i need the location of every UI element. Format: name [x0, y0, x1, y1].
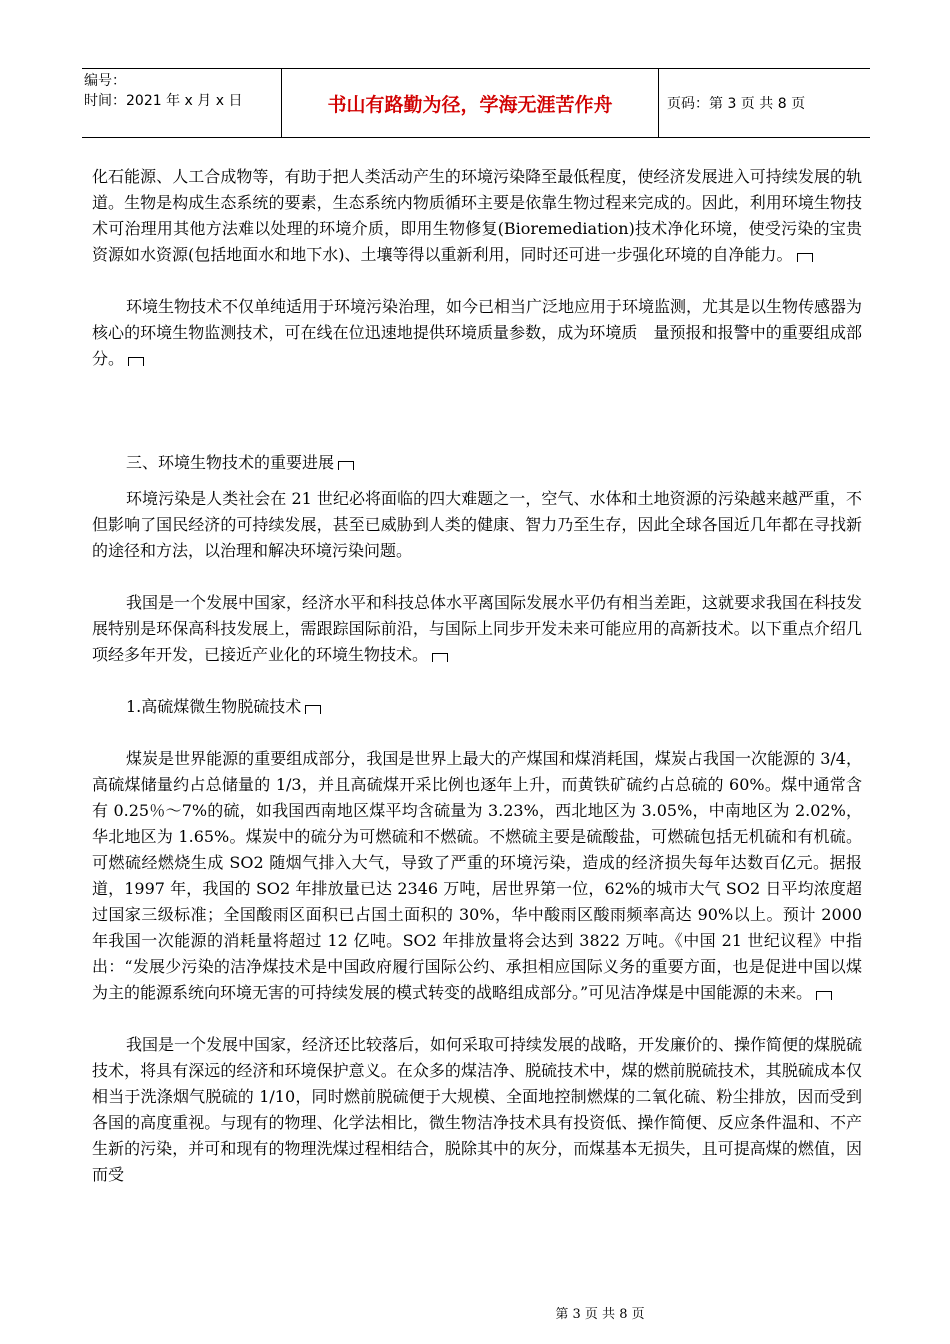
paragraph-mark-icon [305, 705, 321, 714]
header-meta [82, 69, 282, 137]
paragraph: 环境生物技术不仅单纯适用于环境污染治理，如今已相当广泛地应用于环境监测，尤其是以生物传感器为核心的环境生物监测技术，可在线在位迅速地提供环境质量参数，成为环境质 量预报和报警中的重要组成部分。 [92, 297, 863, 368]
paragraph: 煤炭是世界能源的重要组成部分，我国是世界上最大的产煤国和煤消耗国，煤炭占我国一次能源的 3/4，高硫煤储量约占总储量的 1/3，并且高硫煤开采比例也逐年上升，而黄铁矿硫约占总硫的 60%。煤中通常含有 0.25％～7%的硫，如我国西南地区煤平均含硫量为 3.23%，西北地区为 3.05%，中南地区为 2.02%，华北地区为 1.65%。煤炭中的硫分为可燃硫和不燃硫。不燃硫主要是硫酸盐，可燃硫包括无机硫和有机硫。可燃硫经燃烧生成 SO2 随烟气排入大气，导致了严重的环境污染，造成的经济损失每年达数百亿元。据报道，1997 年，我国的 SO2 年排放量已达 2346 万吨，居世界第一位，62%的城市大气 SO2 日平均浓度超过国家三级标准；全国酸雨区面积已占国土面积的 30%，华中酸雨区酸雨频率高达 90%以上。预计 2000 年我国一次能源的消耗量将超过 12 亿吨。SO2 年排放量将会达到 3822 万吨。《中国 21 世纪议程》中指出：“发展少污染的洁净煤技术是中国政府履行国际公约、承担相应国际义务的重要方面，也是促进中国以煤为主的能源系统向环境无害的可持续发展的模式转变的战略组成部分。”可见洁净煤是中国能源的未来。 [92, 749, 862, 1002]
paragraph-mark-icon [128, 357, 144, 366]
paragraph: 我国是一个发展中国家，经济还比较落后，如何采取可持续发展的战略，开发廉价的、操作简便的煤脱硫技术，将具有深远的经济和环境保护意义。在众多的煤洁净、脱硫技术中，煤的燃前脱硫技术，其脱硫成本仅相当于洗涤烟气脱硫的 1/10，同时燃前脱硫便于大规模、全面地控制燃煤的二氧化硫、粉尘排放，因而受到各国的高度重视。与现有的物理、化学法相比，微生物洁净技术具有投资低、操作简便、反应条件温和、不产生新的污染，并可和现有的物理洗煤过程相结合，脱除其中的灰分，而煤基本无损失，且可提高煤的燃值，因而受 [92, 1035, 863, 1184]
header-page-number: 页码：第 3 页 共 8 页 [667, 96, 806, 112]
paragraph: 化石能源、人工合成物等，有助于把人类活动产生的环境污染降至最低程度，使经济发展进入可持续发展的轨道。生物是构成生态系统的要素，生态系统内物质循环主要是依靠生物过程来完成的。因此，利用环境生物技术可治理用其他方法难以处理的环境介质，即用生物修复(Bioremediation)技术净化环境，使受污染的宝贵资源如水资源(包括地面水和地下水)、土壤等得以重新利用，同时还可进一步强化环境的自净能力。 [92, 167, 862, 264]
paragraph-mark-icon [816, 991, 832, 1000]
paragraph-mark-icon [338, 461, 354, 470]
subsection-heading: 1.高硫煤微生物脱硫技术 [92, 694, 862, 720]
paragraph-mark-icon [432, 653, 448, 662]
document-number-label: 编号： [84, 73, 126, 89]
page-header [82, 68, 870, 138]
document-time-label: 时间：2021 年 x 月 x 日 [84, 93, 243, 109]
document-body [92, 164, 862, 1188]
paragraph: 我国是一个发展中国家，经济水平和科技总体水平离国际发展水平仍有相当差距，这就要求我国在科技发展特别是环保高科技发展上，需跟踪国际前沿，与国际上同步开发未来可能应用的高新技术。以下重点介绍几项经多年开发，已接近产业化的环境生物技术。 [92, 593, 863, 664]
page-footer [0, 1303, 950, 1322]
paragraph-mark-icon [797, 253, 813, 262]
header-motto: 书山有路勤为径，学海无涯苦作舟 [282, 69, 659, 137]
section-heading: 三、环境生物技术的重要进展 [92, 450, 862, 476]
paragraph: 环境污染是人类社会在 21 世纪必将面临的四大难题之一，空气、水体和土地资源的污染越来越严重，不但影响了国民经济的可持续发展，甚至已威胁到人类的健康、智力乃至生存，因此全球各国近几年都在寻找新的途径和方法，以治理和解决环境污染问题。 [92, 489, 862, 560]
footer-page-number: 第 3 页 共 8 页 [555, 1307, 645, 1322]
